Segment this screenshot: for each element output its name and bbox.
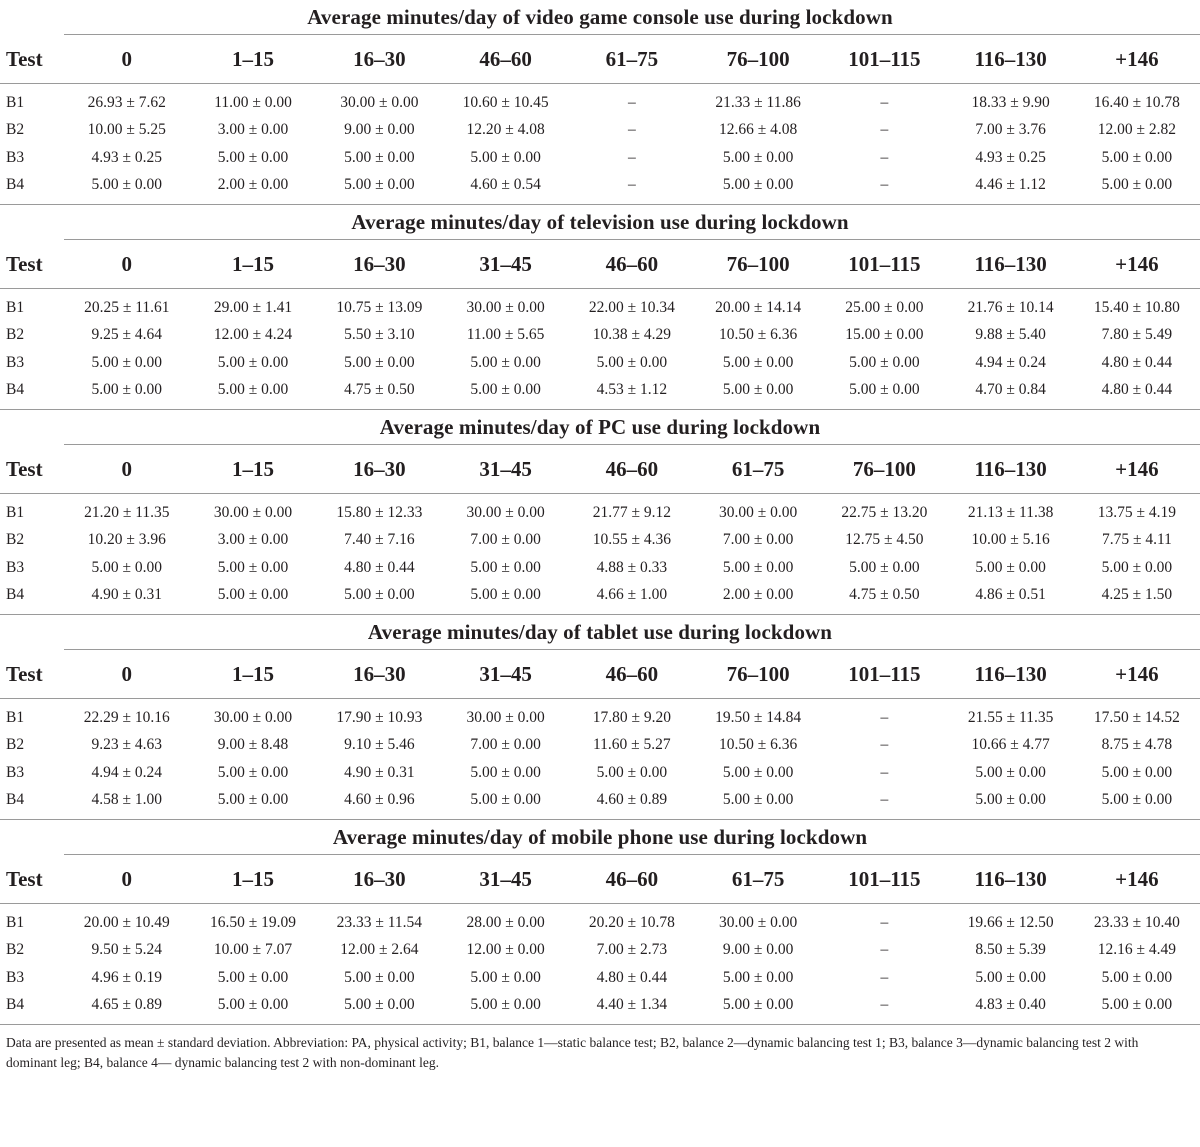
table-cell: 4.96 ± 0.19 <box>91 968 163 986</box>
table-cell: 5.00 ± 0.00 <box>849 353 920 371</box>
table-cell: 11.60 ± 5.27 <box>593 736 671 754</box>
table-cell: 12.00 ± 0.00 <box>466 941 545 959</box>
table-cell: 17.80 ± 9.20 <box>592 708 671 726</box>
table-cell: 5.00 ± 0.00 <box>1101 791 1173 809</box>
table-cell: 5.00 ± 0.00 <box>975 763 1046 781</box>
table-row <box>0 499 1200 527</box>
table-cell: 12.20 ± 4.08 <box>466 121 545 139</box>
header-cell-test: Test <box>6 456 43 481</box>
table-cell: 8.50 ± 5.39 <box>975 941 1046 959</box>
row-label: B1 <box>6 913 25 931</box>
table-cell: 5.00 ± 0.00 <box>217 586 289 604</box>
header-cell: 1–15 <box>232 661 275 686</box>
section-rule-bottom <box>0 1024 1200 1025</box>
table-row <box>0 144 1200 172</box>
table-cell: 5.00 ± 0.00 <box>596 763 668 781</box>
header-cell: 76–100 <box>726 251 790 276</box>
table-cell: 7.80 ± 5.49 <box>1101 326 1173 344</box>
table-cell: 4.90 ± 0.31 <box>344 763 415 781</box>
table-cell: 12.16 ± 4.49 <box>1097 941 1177 959</box>
table-cell: 4.60 ± 0.54 <box>470 176 541 194</box>
header-cell: 101–115 <box>848 46 921 71</box>
header-cell: 101–115 <box>848 251 921 276</box>
table-cell: 19.66 ± 12.50 <box>967 913 1054 931</box>
table-cell: 5.00 ± 0.00 <box>344 586 415 604</box>
header-cell: 101–115 <box>848 866 921 891</box>
table-cell: 4.83 ± 0.40 <box>975 996 1046 1014</box>
header-cell: 61–75 <box>605 46 659 71</box>
table-cell: – <box>880 148 889 166</box>
table-cell: 12.00 ± 2.82 <box>1097 121 1177 139</box>
table-cell: 5.00 ± 0.00 <box>217 381 289 399</box>
table-row <box>0 349 1200 377</box>
table-cell: 5.00 ± 0.00 <box>217 558 289 576</box>
row-label: B2 <box>6 326 25 344</box>
table-cell: 12.75 ± 4.50 <box>845 531 924 549</box>
header-cell: +146 <box>1115 456 1159 481</box>
header-cell: 16–30 <box>353 866 406 891</box>
table-cell: 2.00 ± 0.00 <box>217 176 289 194</box>
table-cell: 12.66 ± 4.08 <box>718 121 798 139</box>
table-cell: 10.60 ± 10.45 <box>462 93 549 111</box>
table-cell: 5.00 ± 0.00 <box>975 968 1046 986</box>
table-cell: 25.00 ± 0.00 <box>845 298 924 316</box>
header-cell: 1–15 <box>232 251 275 276</box>
table-cell: 22.29 ± 10.16 <box>83 708 170 726</box>
header-cell-test: Test <box>6 46 43 71</box>
row-label: B4 <box>6 791 25 809</box>
table-cell: 5.00 ± 0.00 <box>344 176 415 194</box>
table-cell: 28.00 ± 0.00 <box>466 913 545 931</box>
table-cell: 21.77 ± 9.12 <box>592 503 671 521</box>
table-cell: 9.00 ± 0.00 <box>344 121 415 139</box>
table-cell: 10.00 ± 5.25 <box>87 121 166 139</box>
table-cell: 4.65 ± 0.89 <box>91 996 163 1014</box>
table-cell: 5.50 ± 3.10 <box>344 326 415 344</box>
table-body <box>0 84 1200 204</box>
table-cell: 5.00 ± 0.00 <box>344 968 415 986</box>
table-cell: 4.53 ± 1.12 <box>596 381 668 399</box>
table-cell: – <box>880 996 889 1014</box>
table-cell: 10.00 ± 5.16 <box>971 531 1050 549</box>
table-cell: 5.00 ± 0.00 <box>470 791 541 809</box>
header-cell: 116–130 <box>974 866 1047 891</box>
table-cell: 26.93 ± 7.62 <box>87 93 166 111</box>
table-cell: 5.00 ± 0.00 <box>470 763 541 781</box>
table-cell: 5.00 ± 0.00 <box>217 148 289 166</box>
table-cell: – <box>880 121 889 139</box>
header-cell: 31–45 <box>479 251 532 276</box>
table-cell: 5.00 ± 0.00 <box>722 148 794 166</box>
table-cell: 7.40 ± 7.16 <box>344 531 415 549</box>
table-cell: – <box>627 121 636 139</box>
header-cell: +146 <box>1115 251 1159 276</box>
table-cell: 20.00 ± 10.49 <box>83 913 170 931</box>
table-row <box>0 582 1200 610</box>
table-cell: 9.50 ± 5.24 <box>91 941 163 959</box>
table-cell: 10.38 ± 4.29 <box>592 326 671 344</box>
table-cell: 15.00 ± 0.00 <box>845 326 924 344</box>
table-cell: – <box>880 708 889 726</box>
row-label: B4 <box>6 176 25 194</box>
table-row <box>0 554 1200 582</box>
table-cell: 5.00 ± 0.00 <box>470 353 541 371</box>
header-cell: 16–30 <box>353 46 406 71</box>
table-row <box>0 377 1200 405</box>
table-cell: 7.00 ± 3.76 <box>975 121 1046 139</box>
table-cell: 16.40 ± 10.78 <box>1093 93 1180 111</box>
row-label: B2 <box>6 531 25 549</box>
table-cell: 5.00 ± 0.00 <box>722 353 794 371</box>
table-cell: 9.25 ± 4.64 <box>91 326 163 344</box>
table-cell: 22.75 ± 13.20 <box>841 503 928 521</box>
table-cell: 21.76 ± 10.14 <box>967 298 1054 316</box>
table-cell: – <box>880 736 889 754</box>
row-label: B1 <box>6 93 25 111</box>
table-cell: 5.00 ± 0.00 <box>975 558 1046 576</box>
header-cell: 76–100 <box>726 661 790 686</box>
table-cell: 5.00 ± 0.00 <box>217 968 289 986</box>
header-row <box>0 240 1200 288</box>
header-cell: 1–15 <box>232 456 275 481</box>
header-cell: 116–130 <box>974 46 1047 71</box>
table-cell: 15.40 ± 10.80 <box>1093 298 1180 316</box>
table-cell: 4.60 ± 0.89 <box>596 791 668 809</box>
table-cell: 21.13 ± 11.38 <box>967 503 1054 521</box>
row-label: B1 <box>6 298 25 316</box>
header-cell: +146 <box>1115 46 1159 71</box>
table-cell: 5.00 ± 0.00 <box>470 968 541 986</box>
table-cell: 5.00 ± 0.00 <box>470 586 541 604</box>
table-cell: 5.00 ± 0.00 <box>217 353 289 371</box>
table-cell: 9.88 ± 5.40 <box>975 326 1046 344</box>
table-cell: 5.00 ± 0.00 <box>722 558 794 576</box>
table-cell: 4.86 ± 0.51 <box>975 586 1046 604</box>
header-cell: 46–60 <box>605 456 659 481</box>
table-cell: 5.00 ± 0.00 <box>217 791 289 809</box>
row-label: B1 <box>6 708 25 726</box>
table-cell: 17.90 ± 10.93 <box>336 708 423 726</box>
table-cell: 9.10 ± 5.46 <box>344 736 415 754</box>
header-cell: +146 <box>1115 866 1159 891</box>
table-cell: 4.75 ± 0.50 <box>344 381 415 399</box>
table-cell: 30.00 ± 0.00 <box>466 503 545 521</box>
header-cell: 0 <box>121 866 133 891</box>
table-cell: 5.00 ± 0.00 <box>91 176 163 194</box>
table-section <box>0 820 1200 1025</box>
table-cell: – <box>880 93 889 111</box>
table-cell: 5.00 ± 0.00 <box>217 996 289 1014</box>
table-cell: 5.00 ± 0.00 <box>722 791 794 809</box>
table-cell: 5.00 ± 0.00 <box>344 353 415 371</box>
table-cell: – <box>627 176 636 194</box>
table-cell: 3.00 ± 0.00 <box>217 531 289 549</box>
table-cell: 4.80 ± 0.44 <box>1101 381 1173 399</box>
table-section <box>0 205 1200 410</box>
table-cell: 5.00 ± 0.00 <box>470 558 541 576</box>
table-cell: 4.75 ± 0.50 <box>849 586 920 604</box>
table-row <box>0 322 1200 350</box>
table-cell: – <box>880 968 889 986</box>
table-cell: 5.00 ± 0.00 <box>217 763 289 781</box>
table-cell: 7.00 ± 0.00 <box>470 736 541 754</box>
header-cell-test: Test <box>6 661 43 686</box>
table-cell: 8.75 ± 4.78 <box>1101 736 1173 754</box>
table-cell: 4.25 ± 1.50 <box>1101 586 1173 604</box>
table-cell: 5.00 ± 0.00 <box>344 996 415 1014</box>
table-cell: 5.00 ± 0.00 <box>1101 968 1173 986</box>
header-cell: 1–15 <box>232 46 275 71</box>
table-cell: 5.00 ± 0.00 <box>722 381 794 399</box>
table-cell: 5.00 ± 0.00 <box>722 763 794 781</box>
table-cell: 30.00 ± 0.00 <box>340 93 419 111</box>
table-cell: 4.90 ± 0.31 <box>91 586 163 604</box>
header-cell: 31–45 <box>479 866 532 891</box>
table-cell: 3.00 ± 0.00 <box>217 121 289 139</box>
table-cell: 21.55 ± 11.35 <box>967 708 1054 726</box>
table-cell: 5.00 ± 0.00 <box>1101 558 1173 576</box>
table-cell: 5.00 ± 0.00 <box>722 176 794 194</box>
header-cell: 0 <box>121 251 133 276</box>
table-row <box>0 294 1200 322</box>
header-cell: +146 <box>1115 661 1159 686</box>
header-cell: 16–30 <box>353 661 406 686</box>
table-cell: – <box>880 941 889 959</box>
table-cell: 10.50 ± 6.36 <box>718 736 798 754</box>
header-cell-test: Test <box>6 866 43 891</box>
table-cell: 4.94 ± 0.24 <box>91 763 163 781</box>
table-section <box>0 410 1200 615</box>
header-cell: 61–75 <box>731 866 785 891</box>
header-cell: 76–100 <box>852 456 916 481</box>
header-row <box>0 35 1200 83</box>
row-label: B3 <box>6 763 25 781</box>
table-cell: 4.40 ± 1.34 <box>596 996 668 1014</box>
table-cell: 5.00 ± 0.00 <box>975 791 1046 809</box>
header-cell: 116–130 <box>974 661 1047 686</box>
header-cell: 116–130 <box>974 251 1047 276</box>
header-cell: 0 <box>121 661 133 686</box>
header-cell: 101–115 <box>848 661 921 686</box>
header-cell: 1–15 <box>232 866 275 891</box>
table-cell: 5.00 ± 0.00 <box>1101 148 1173 166</box>
header-cell: 0 <box>121 46 133 71</box>
table-cell: 5.00 ± 0.00 <box>470 148 541 166</box>
table-cell: 20.25 ± 11.61 <box>84 298 170 316</box>
row-label: B2 <box>6 736 25 754</box>
table-cell: 5.00 ± 0.00 <box>1101 996 1173 1014</box>
table-cell: – <box>627 148 636 166</box>
table-cell: 7.00 ± 0.00 <box>470 531 541 549</box>
table-cell: 30.00 ± 0.00 <box>718 503 798 521</box>
table-cell: 29.00 ± 1.41 <box>213 298 293 316</box>
table-cell: 5.00 ± 0.00 <box>91 558 163 576</box>
table-row <box>0 117 1200 145</box>
table-cell: 21.20 ± 11.35 <box>84 503 170 521</box>
table-cell: 12.00 ± 4.24 <box>213 326 293 344</box>
header-row <box>0 650 1200 698</box>
table-footnote: Data are presented as mean ± standard deviation. Abbreviation: PA, physical activity; B1, balance 1—static balance test; B2, balance 2—dynamic balancing test 1; B3, balance 3—dynamic balancing test 2 with dominant leg; B4, balance 4— dynamic balancing test 2 with non-dominant leg. <box>6 1035 1139 1070</box>
section-title: Average minutes/day of video game console use during lockdown <box>307 5 893 29</box>
row-label: B3 <box>6 558 25 576</box>
table-row <box>0 909 1200 937</box>
table-cell: 5.00 ± 0.00 <box>470 381 541 399</box>
table-cell: 4.93 ± 0.25 <box>91 148 163 166</box>
table-row <box>0 527 1200 555</box>
row-label: B2 <box>6 941 25 959</box>
table-cell: 21.33 ± 11.86 <box>715 93 801 111</box>
table-cell: 10.20 ± 3.96 <box>87 531 166 549</box>
table-row <box>0 937 1200 965</box>
table-cell: 30.00 ± 0.00 <box>466 708 545 726</box>
table-cell: – <box>627 93 636 111</box>
table-cell: 30.00 ± 0.00 <box>466 298 545 316</box>
table-body <box>0 494 1200 614</box>
section-title: Average minutes/day of tablet use during lockdown <box>367 620 833 644</box>
table-row <box>0 89 1200 117</box>
header-cell: 116–130 <box>974 456 1047 481</box>
table-cell: – <box>880 913 889 931</box>
table-cell: 10.50 ± 6.36 <box>718 326 798 344</box>
table-cell: 11.00 ± 5.65 <box>466 326 545 344</box>
table-cell: 4.93 ± 0.25 <box>975 148 1046 166</box>
table-cell: 7.75 ± 4.11 <box>1101 531 1172 549</box>
table-row <box>0 732 1200 760</box>
table-cell: 7.00 ± 2.73 <box>596 941 668 959</box>
table-cell: 2.00 ± 0.00 <box>722 586 794 604</box>
table-row <box>0 964 1200 992</box>
table-cell: 5.00 ± 0.00 <box>91 353 163 371</box>
header-cell: 16–30 <box>353 251 406 276</box>
table-cell: 5.00 ± 0.00 <box>470 996 541 1014</box>
table-cell: 5.00 ± 0.00 <box>849 381 920 399</box>
table-cell: 30.00 ± 0.00 <box>718 913 798 931</box>
table-cell: 4.58 ± 1.00 <box>91 791 163 809</box>
table-cell: 4.60 ± 0.96 <box>344 791 415 809</box>
table-row <box>0 787 1200 815</box>
header-cell: 46–60 <box>605 661 659 686</box>
table-cell: 17.50 ± 14.52 <box>1093 708 1180 726</box>
table-cell: 15.80 ± 12.33 <box>336 503 423 521</box>
table-cell: 5.00 ± 0.00 <box>1101 763 1173 781</box>
table-cell: 20.20 ± 10.78 <box>588 913 675 931</box>
table-cell: 16.50 ± 19.09 <box>210 913 297 931</box>
table-cell: – <box>880 176 889 194</box>
table-cell: 22.00 ± 10.34 <box>588 298 675 316</box>
row-label: B4 <box>6 381 25 399</box>
table-cell: 30.00 ± 0.00 <box>213 503 293 521</box>
table-cell: 5.00 ± 0.00 <box>849 558 920 576</box>
table-cell: 10.00 ± 7.07 <box>213 941 293 959</box>
table-cell: 5.00 ± 0.00 <box>722 968 794 986</box>
header-cell-test: Test <box>6 251 43 276</box>
table-cell: 9.00 ± 0.00 <box>722 941 794 959</box>
table-cell: 18.33 ± 9.90 <box>971 93 1050 111</box>
header-cell: 31–45 <box>479 661 532 686</box>
table-cell: – <box>880 763 889 781</box>
table-cell: 4.80 ± 0.44 <box>596 968 668 986</box>
table-cell: 5.00 ± 0.00 <box>91 381 163 399</box>
row-label: B1 <box>6 503 25 521</box>
table-cell: 10.55 ± 4.36 <box>592 531 671 549</box>
table-cell: 7.00 ± 0.00 <box>722 531 794 549</box>
table-cell: 4.80 ± 0.44 <box>344 558 415 576</box>
table-cell: 12.00 ± 2.64 <box>340 941 419 959</box>
row-label: B4 <box>6 586 25 604</box>
header-cell: 46–60 <box>479 46 532 71</box>
table-cell: 5.00 ± 0.00 <box>1101 176 1173 194</box>
table-cell: 4.80 ± 0.44 <box>1101 353 1173 371</box>
table-cell: 20.00 ± 14.14 <box>715 298 802 316</box>
table-cell: 4.66 ± 1.00 <box>596 586 668 604</box>
table-cell: 23.33 ± 11.54 <box>336 913 423 931</box>
table-cell: 4.88 ± 0.33 <box>596 558 668 576</box>
header-cell: 16–30 <box>353 456 406 481</box>
table-cell: – <box>880 791 889 809</box>
section-title: Average minutes/day of television use during lockdown <box>351 210 849 234</box>
table-cell: 5.00 ± 0.00 <box>344 148 415 166</box>
row-label: B3 <box>6 968 25 986</box>
table-row <box>0 992 1200 1020</box>
row-label: B4 <box>6 996 25 1014</box>
table-body <box>0 289 1200 409</box>
table-cell: 10.66 ± 4.77 <box>971 736 1050 754</box>
table-cell: 5.00 ± 0.00 <box>596 353 668 371</box>
section-title: Average minutes/day of PC use during lockdown <box>379 415 821 439</box>
table-section <box>0 615 1200 820</box>
header-cell: 61–75 <box>731 456 785 481</box>
table-cell: 9.00 ± 8.48 <box>217 736 289 754</box>
table-body <box>0 699 1200 819</box>
header-row <box>0 445 1200 493</box>
table-cell: 4.70 ± 0.84 <box>975 381 1046 399</box>
table-row <box>0 704 1200 732</box>
header-cell: 46–60 <box>605 251 659 276</box>
table-cell: 30.00 ± 0.00 <box>213 708 293 726</box>
table-cell: 5.00 ± 0.00 <box>722 996 794 1014</box>
table-cell: 9.23 ± 4.63 <box>91 736 163 754</box>
header-cell: 31–45 <box>479 456 532 481</box>
table-section <box>0 0 1200 205</box>
table-cell: 11.00 ± 0.00 <box>214 93 292 111</box>
row-label: B3 <box>6 353 25 371</box>
header-cell: 0 <box>121 456 133 481</box>
table-body <box>0 904 1200 1024</box>
header-cell: 46–60 <box>605 866 659 891</box>
header-cell: 76–100 <box>726 46 790 71</box>
table-cell: 13.75 ± 4.19 <box>1097 503 1177 521</box>
header-row <box>0 855 1200 903</box>
row-label: B3 <box>6 148 25 166</box>
table-cell: 4.94 ± 0.24 <box>975 353 1046 371</box>
row-label: B2 <box>6 121 25 139</box>
table-row <box>0 172 1200 200</box>
table-cell: 10.75 ± 13.09 <box>336 298 423 316</box>
table-row <box>0 759 1200 787</box>
table-cell: 23.33 ± 10.40 <box>1093 913 1180 931</box>
section-title: Average minutes/day of mobile phone use during lockdown <box>332 825 868 849</box>
table-cell: 19.50 ± 14.84 <box>715 708 802 726</box>
table-cell: 4.46 ± 1.12 <box>975 176 1046 194</box>
